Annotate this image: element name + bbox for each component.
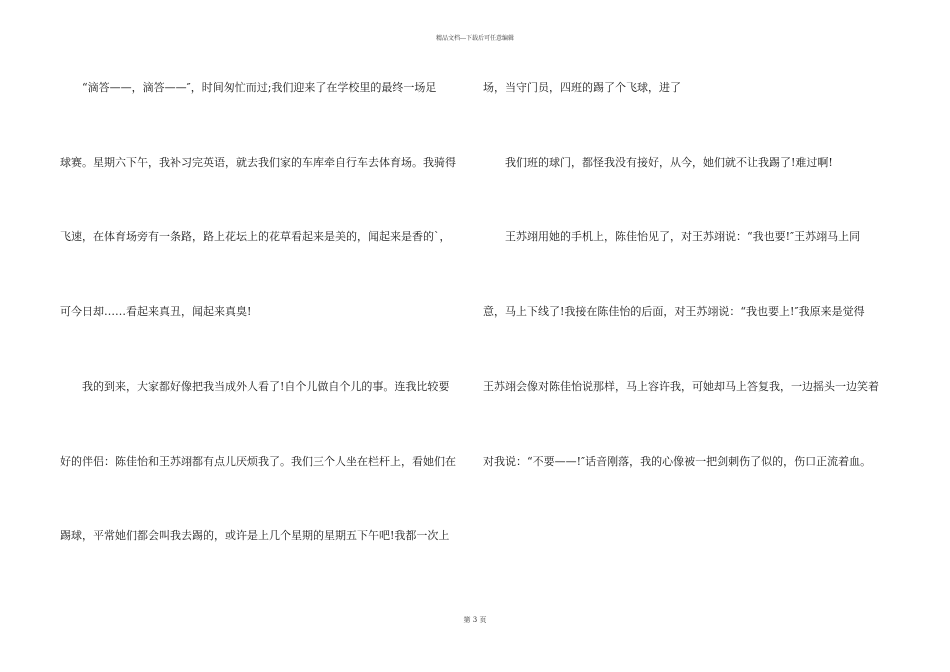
page-number: 第 3 页 xyxy=(463,616,487,624)
paragraph-line: 对我说：“不要——!″话音刚落，我的心像被一把剑刺伤了似的，伤口正流着血。 xyxy=(483,455,872,468)
paragraph-line: 踢球，平常她们都会叫我去踢的，或许是上几个星期的星期五下午吧!我都一次上 xyxy=(60,529,450,542)
paragraph-line: “滴答——，滴答——″，时间匆忙而过;我们迎来了在学校里的最终一场足 xyxy=(82,81,437,94)
paragraph-line: 好的伴侣：陈佳怡和王苏翊都有点儿厌烦我了。我们三个人坐在栏杆上，看她们在 xyxy=(60,455,456,468)
page-header: 精品文档---下载后可任意编辑 xyxy=(435,35,515,42)
paragraph-line: 我们班的球门，都怪我没有接好，从今，她们就不让我踢了!难过啊! xyxy=(505,156,833,169)
paragraph-line: 可今日却……看起来真丑，闻起来真臭! xyxy=(60,305,252,318)
paragraph-line: 王苏翊会像对陈佳怡说那样，马上容许我，可她却马上答复我，一边摇头一边笑着 xyxy=(483,380,879,393)
paragraph-line: 球赛。星期六下午，我补习完英语，就去我们家的车库牵自行车去体育场。我骑得 xyxy=(60,156,456,169)
paragraph-line: 我的到来，大家都好像把我当成外人看了!自个儿做自个儿的事。连我比较要 xyxy=(82,380,450,393)
paragraph-line: 飞速，在体育场旁有一条路，路上花坛上的花草看起来是美的，闻起来是香的`， xyxy=(60,230,451,243)
paragraph-line: 王苏翊用她的手机上，陈佳怡见了，对王苏翊说：“我也要!″王苏翊马上同 xyxy=(505,230,861,243)
paragraph-line: 意，马上下线了!我接在陈佳怡的后面，对王苏翊说：“我也要上!″我原来是觉得 xyxy=(483,305,865,318)
paragraph-line: 场，当守门员，四班的踢了个飞球，进了 xyxy=(483,81,681,94)
